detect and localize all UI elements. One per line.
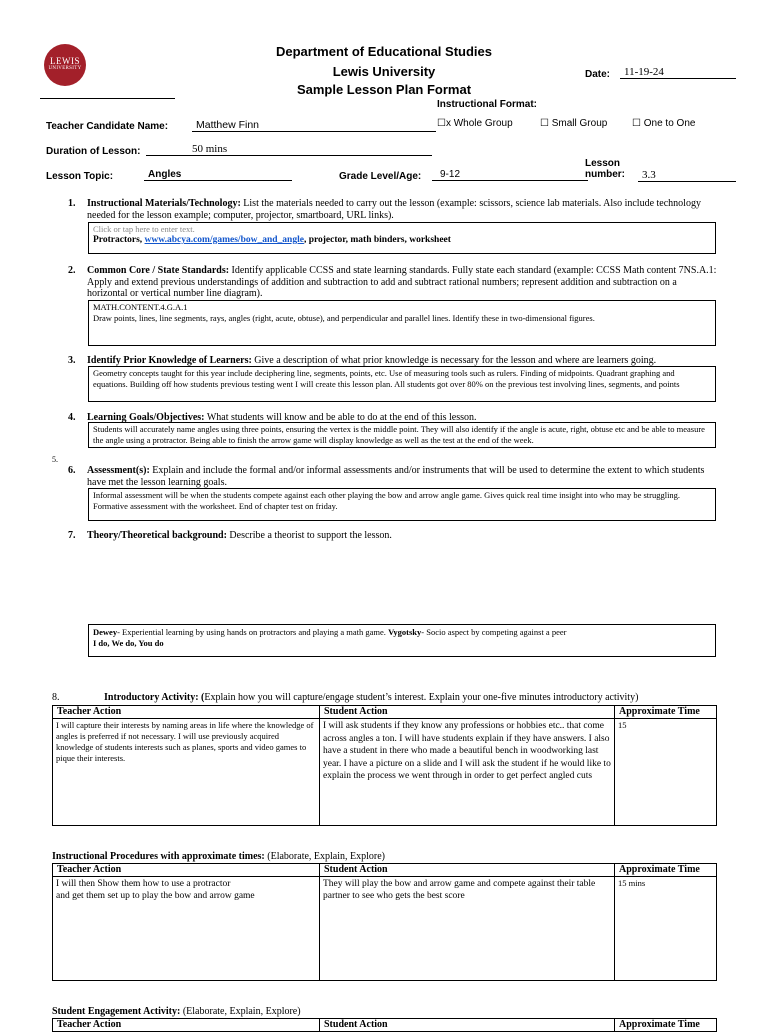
dewey-text: - Experiential learning by using hands on protractors and playing a math game. <box>117 627 389 637</box>
item-title: Learning Goals/Objectives: <box>87 412 205 423</box>
placeholder-text: Click or tap here to enter text. <box>93 224 195 234</box>
grade-level-label: Grade Level/Age: <box>339 171 422 182</box>
logo-underline <box>40 98 175 99</box>
engagement-table <box>52 1018 717 1032</box>
intro-time-cell[interactable]: 15 <box>615 719 717 826</box>
document-title: Sample Lesson Plan Format <box>296 82 472 97</box>
prior-knowledge-answer-box[interactable] <box>88 366 716 402</box>
procedures-heading <box>52 851 385 862</box>
lesson-number-label <box>585 158 625 180</box>
header-approx-time: Approximate Time <box>615 864 717 877</box>
standards-answer-box[interactable] <box>88 300 716 346</box>
procedures-teacher-line2: and get them set up to play the bow and arrow game <box>56 891 255 901</box>
learning-goals-answer-box[interactable] <box>88 422 716 448</box>
lesson-number-field[interactable]: 3.3 <box>638 169 736 182</box>
date-field[interactable]: 11-19-24 <box>620 66 736 79</box>
lesson-topic-label: Lesson Topic: <box>46 171 114 182</box>
intro-teacher-cell[interactable]: I will capture their interests by naming areas in life where the knowledge of angles is preferred if not necessary. I will use previously acquired knowledge of students interests such as planes, sports and video games to pique their interests. <box>53 719 320 826</box>
item-prior-knowledge <box>68 355 718 367</box>
assessment-answer: Informal assessment will be when the students compete against each other playing the bow and arrow angle game. Gives quick real time insight into who may be struggling. Formative assessment with the worksheet. End of chapter test on friday. <box>93 490 681 511</box>
duration-field[interactable]: 50 mins <box>146 143 432 156</box>
standard-text: Draw points, lines, line segments, rays, angles (right, acute, obtuse), and perpendicular and parallel lines. Identify these in two-dimensional figures. <box>93 313 595 323</box>
item-description: Describe a theorist to support the lesson. <box>226 530 392 541</box>
item-title: Assessment(s): <box>87 465 150 476</box>
format-small-group[interactable]: ☐ Small Group <box>540 118 608 129</box>
learning-goals-answer: Students will accurately name angles using three points, ensuring the vertex is the middle point. They will also identify if the angle is acute, right, obtuse etc and be able to measure the angle using a protractor. Being able to finish the arrow game will display knowledge as well as the test at the end of the week. <box>93 424 705 445</box>
lesson-topic-field[interactable]: Angles <box>144 169 292 181</box>
item-title: Identify Prior Knowledge of Learners: <box>87 355 252 366</box>
logo-text: LEWIS <box>50 56 80 66</box>
header-student-action: Student Action <box>320 1019 615 1032</box>
teacher-name-label: Teacher Candidate Name: <box>46 121 169 132</box>
instructional-format-label: Instructional Format: <box>437 99 538 110</box>
intro-number: 8. <box>52 692 60 703</box>
item-title: Common Core / State Standards: <box>87 265 230 276</box>
procedures-time-cell[interactable]: 15 mins <box>615 877 717 981</box>
lesson-number-label-line1: Lesson <box>585 158 621 169</box>
assessment-answer-box[interactable] <box>88 488 716 521</box>
item-number: 3. <box>68 355 76 366</box>
header-teacher-action: Teacher Action <box>53 1019 320 1032</box>
item-5-number: 5. <box>52 455 58 464</box>
prior-knowledge-answer: Geometry concepts taught for this year include deciphering line, segments, points, etc. Use of measuring tools such as rulers. Finding of midpoints. Quadrant graphing and equations. Building off how students previous testing went I will create this lesson plan. All students got over 80% on the previous test involving lines, segments, and points <box>93 368 680 389</box>
header-approx-time: Approximate Time <box>615 1019 717 1032</box>
format-whole-group[interactable]: ☐x Whole Group <box>437 118 513 129</box>
procedures-teacher-line1: I will then Show them how to use a protractor <box>56 879 231 889</box>
procedures-description: (Elaborate, Explain, Explore) <box>264 851 385 862</box>
item-title: Instructional Materials/Technology: <box>87 198 241 209</box>
procedures-teacher-cell[interactable] <box>53 877 320 981</box>
item-number: 7. <box>68 530 76 541</box>
intro-description: Explain how you will capture/engage student’s interest. Explain your one-five minutes introductory activity) <box>204 692 639 703</box>
teacher-name-field[interactable]: Matthew Finn <box>192 119 436 132</box>
header-teacher-action: Teacher Action <box>53 864 320 877</box>
item-description: What students will know and be able to do at the end of this lesson. <box>204 412 477 423</box>
item-theory <box>68 530 718 542</box>
duration-label: Duration of Lesson: <box>46 146 141 157</box>
item-standards <box>68 265 718 300</box>
engagement-title: Student Engagement Activity: <box>52 1006 181 1017</box>
item-number: 1. <box>68 198 76 209</box>
procedures-student-cell[interactable]: They will play the bow and arrow game and compete against their table partner to see who gets the best score <box>320 877 615 981</box>
department-title: Department of Educational Studies <box>276 44 492 59</box>
date-label: Date: <box>585 69 611 80</box>
theory-answer-line2: I do, We do, You do <box>93 638 164 648</box>
item-description: Explain and include the formal and/or informal assessments and/or instruments that will be used to determine the extent to which students have met the lesson learning goals. <box>87 465 705 488</box>
item-number: 6. <box>68 465 76 476</box>
item-number: 2. <box>68 265 76 276</box>
engagement-heading <box>52 1006 301 1017</box>
theory-answer-box[interactable] <box>88 624 716 657</box>
materials-answer-post: , projector, math binders, worksheet <box>303 235 451 245</box>
theorist-dewey: Dewey <box>93 627 118 637</box>
theorist-vygotsky: Vygotsky <box>388 627 422 637</box>
intro-title: Introductory Activity: ( <box>104 692 205 703</box>
university-title: Lewis University <box>332 64 436 79</box>
item-number: 4. <box>68 412 76 423</box>
item-materials <box>68 198 718 221</box>
vygotsky-text: - Socio aspect by competing against a peer <box>421 627 567 637</box>
intro-table <box>52 705 717 826</box>
engagement-description: (Elaborate, Explain, Explore) <box>180 1006 301 1017</box>
format-one-to-one[interactable]: ☐ One to One <box>632 118 696 129</box>
materials-answer-pre: Protractors, <box>93 235 145 245</box>
item-description: Identify applicable CCSS and state learning standards. Fully state each standard (example: CCSS Math content 7NS.A.1: Apply and extend previous understandings of addition and subtraction to add and subtract rational numbers; represent addition and subtraction on a horizontal or vertical number line diagram). <box>87 265 717 299</box>
header-approx-time: Approximate Time <box>615 706 717 719</box>
materials-answer-box[interactable] <box>88 222 716 254</box>
materials-answer <box>93 235 711 246</box>
standard-code: MATH.CONTENT.4.G.A.1 <box>93 302 188 312</box>
intro-student-cell[interactable]: I will ask students if they know any professions or hobbies etc.. that come across angles a ton. I will have students explain if they have answers. I also have a student in there who made a beautiful bench in woodworking last year. I have a picture on a slide and I will ask the student if he would like to explain the process we went through in order to get perfect angled cuts <box>320 719 615 826</box>
theory-answer-line1 <box>93 627 711 638</box>
item-description: Give a description of what prior knowledge is necessary for the lesson and where are learners going. <box>251 355 657 366</box>
header-student-action: Student Action <box>320 864 615 877</box>
procedures-table <box>52 863 717 981</box>
grade-level-field[interactable]: 9-12 <box>432 169 588 181</box>
header-teacher-action: Teacher Action <box>53 706 320 719</box>
intro-heading <box>104 692 638 703</box>
abcya-link[interactable]: www.abcya.com/games/bow_and_angle <box>144 235 304 245</box>
lesson-number-label-line2: number: <box>585 169 625 180</box>
item-title: Theory/Theoretical background: <box>87 530 227 541</box>
item-description: List the materials needed to carry out the lesson (example: scissors, science lab materials. Also include technology needed for the lesson example; computer, projector, smartboard, URL links). <box>87 198 701 221</box>
item-assessment <box>68 465 718 488</box>
logo-subtext: UNIVERSITY <box>48 66 82 71</box>
header-student-action: Student Action <box>320 706 615 719</box>
procedures-title: Instructional Procedures with approximate times: <box>52 851 265 862</box>
